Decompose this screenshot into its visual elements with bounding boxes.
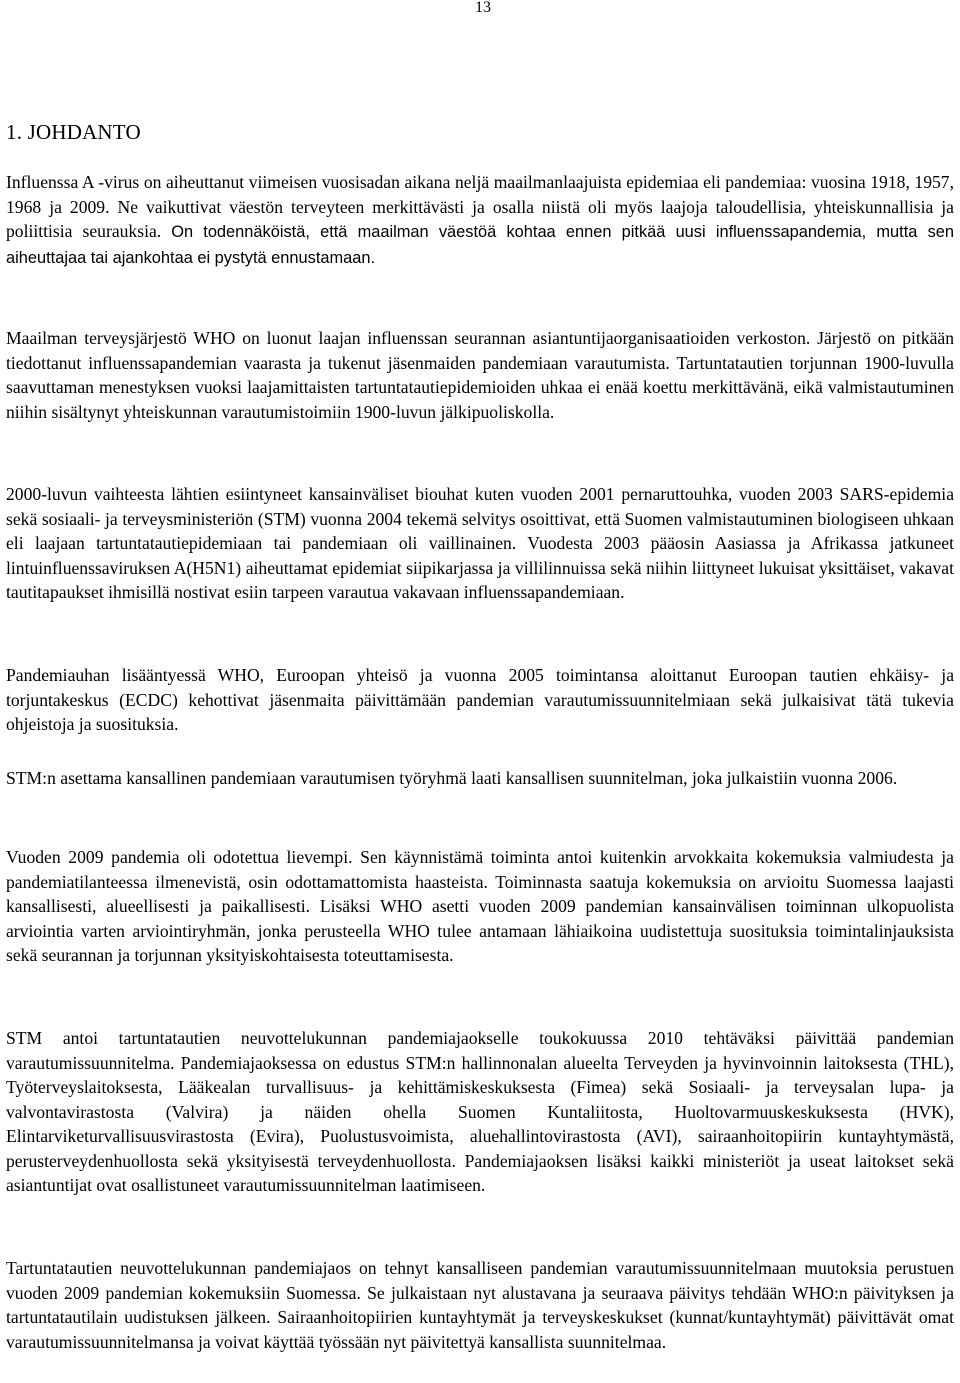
paragraph-4-text: Pandemiauhan lisääntyessä WHO, Euroopan yhteisö ja vuonna 2005 toimintansa aloittanut Euroopan tautien ehkäisy- ja torjuntakeskus (ECDC) kehottivat jäsenmaita päivittämään pandemian varautumissuunnitelmiaan sekä julkaisivat tätä tukevia ohjeistoja ja suosituksia. <box>6 665 954 734</box>
paragraph-8 <box>6 1256 954 1354</box>
paragraph-7 <box>6 1026 954 1198</box>
paragraph-4 <box>6 663 954 737</box>
paragraph-6-text: Vuoden 2009 pandemia oli odotettua lievempi. Sen käynnistämä toiminta antoi kuitenkin arvokkaita kokemuksia valmiudesta ja pandemiatilanteessa ilmenevistä, osin odottamattomista haasteista. Toiminnasta saatuja kokemuksia on arvioitu Suomessa laajasti kansallisesti, alueellisesti ja paikallisesti. Lisäksi WHO asetti vuoden 2009 pandemian kansainvälisen toiminnan ulkopuolista arviointia varten arviointiryhmän, jonka perusteella WHO tulee antamaan lähiaikoina uudistettuja suosituksia toimintalinjauksista sekä seurannan ja torjunnan yksityiskohtaisesta toteuttamisesta. <box>6 847 954 965</box>
paragraph-7-text: STM antoi tartuntatautien neuvottelukunnan pandemiajaokselle toukokuussa 2010 tehtäväksi päivittää pandemian varautumissuunnitelma. Pandemiajaoksessa on edustus STM:n hallinnonalan alueelta Terveyden ja hyvinvoinnin laitoksesta (THL), Työterveyslaitoksesta, Lääkealan turvallisuus- ja kehittämiskeskuksesta (Fimea) sekä Sosiaali- ja terveysalan lupa- ja valvontavirastosta (Valvira) ja näiden ohella Suomen Kuntaliitosta, Huoltovarmuuskeskuksesta (HVK), Elintarviketurvallisuusvirastosta (Evira), Puolustusvoimista, aluehallintovirastosta (AVI), sairaanhoitopiirin kuntayhtymästä, perusterveydenhuollosta sekä yksityisestä terveydenhuollosta. Pandemiajaoksen lisäksi kaikki ministeriöt ja useat laitokset sekä asiantuntijat ovat osallistuneet varautumissuunnitelman laatimiseen. <box>6 1028 954 1195</box>
paragraph-5-text: STM:n asettama kansallinen pandemiaan varautumisen työryhmä laati kansallisen suunnitelman, joka julkaistiin vuonna 2006. <box>6 768 898 788</box>
paragraph-1-text-sans: On todennäköistä, että maailman väestöä kohtaa ennen pitkää uusi influenssapandemia, mutta sen aiheuttajaa tai ajankohtaa ei pystytä ennustamaan. <box>6 223 954 267</box>
paragraph-2-text: Maailman terveysjärjestö WHO on luonut laajan influenssan seurannan asiantuntijaorganisaatioiden verkoston. Järjestö on pitkään tiedottanut influenssapandemian vaarasta ja tukenut jäsenmaiden pandemiaan varautumista. Tartuntatautien torjunnan 1900-luvulla saavuttaman menestyksen vuoksi laajamittaisten tartuntatautiepidemioiden uhkaa ei enää koettu merkittävänä, eikä valmistautuminen niihin sisältynyt yhteiskunnan varautumistoimiin 1900-luvun jälkipuoliskolla. <box>6 328 954 422</box>
paragraph-1 <box>6 170 954 270</box>
paragraph-3 <box>6 482 954 605</box>
page-number: 13 <box>475 0 491 16</box>
section-heading: 1. JOHDANTO <box>6 120 141 144</box>
paragraph-3-text: 2000-luvun vaihteesta lähtien esiintyneet kansainväliset biouhat kuten vuoden 2001 pernaruttouhka, vuoden 2003 SARS-epidemia sekä sosiaali- ja terveysministeriön (STM) vuonna 2004 tekemä selvitys osoittivat, että Suomen valmistautuminen biologiseen uhkaan eli laajaan tartuntatautiepidemiaan tai pandemiaan oli vaillinainen. Vuodesta 2003 pääosin Aasiassa ja Afrikassa jatkuneet lintuinfluenssaviruksen A(H5N1) aiheuttamat epidemiat siipikarjassa ja villilinnuissa sekä niihin liittyneet lukuisat yksittäiset, vakavat tautitapaukset ihmisillä nostivat esiin tarpeen varautua vakavaan influenssapandemiaan. <box>6 484 954 602</box>
paragraph-1-text: Influenssa A -virus on aiheuttanut viimeisen vuosisadan aikana neljä maailmanlaajuista epidemiaa eli pandemiaa: vuosina 1918, 1957, 1968 ja 2009. Ne vaikuttivat väestön terveyteen merkittävästi ja osalla niistä oli myös laajoja taloudellisia, yhteiskunnallisia ja poliittisia seurauksia. <box>6 172 954 241</box>
paragraph-5 <box>6 766 954 791</box>
paragraph-2 <box>6 326 954 424</box>
paragraph-6 <box>6 845 954 968</box>
paragraph-8-text: Tartuntatautien neuvottelukunnan pandemiajaos on tehnyt kansalliseen pandemian varautumissuunnitelmaan muutoksia perustuen vuoden 2009 pandemian kokemuksiin Suomessa. Se julkaistaan nyt alustavana ja seuraava päivitys tehdään WHO:n päivityksen ja tartuntatautilain uudistuksen jälkeen. Sairaanhoitopiirien kuntayhtymät ja terveyskeskukset (kunnat/kuntayhtymät) päivittävät omat varautumissuunnitelmansa ja voivat käyttää työssään nyt päivitettyä kansallista suunnitelmaa. <box>6 1258 954 1352</box>
